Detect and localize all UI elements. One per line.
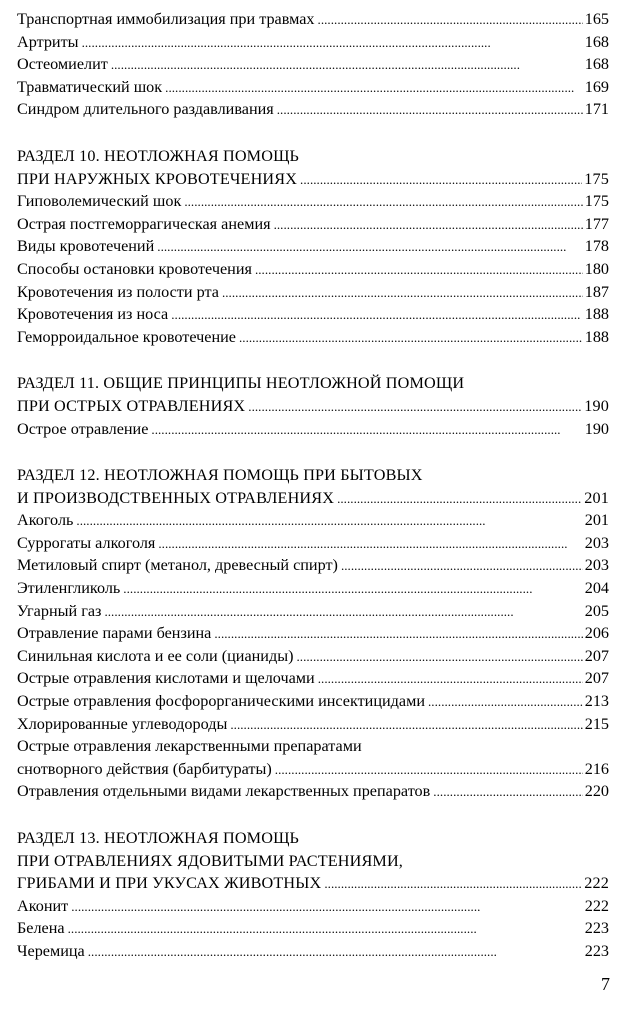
toc-entry-title: Геморроидальное кровотечение <box>17 327 236 346</box>
page-number: 7 <box>601 974 610 994</box>
section-heading-title: ПРИ НАРУЖНЫХ КРОВОТЕЧЕНИЯХ <box>17 169 298 188</box>
section-heading-page: 190 <box>584 396 609 415</box>
toc-entry-title: Виды кровотечений <box>17 237 155 256</box>
toc-entry <box>17 8 609 31</box>
section-heading-line: РАЗДЕЛ 13. НЕОТЛОЖНАЯ ПОМОЩЬ <box>17 829 299 847</box>
section-heading-line: РАЗДЕЛ 12. НЕОТЛОЖНАЯ ПОМОЩЬ ПРИ БЫТОВЫХ <box>17 466 423 485</box>
dot-leader <box>184 191 582 214</box>
toc-entry <box>17 281 609 304</box>
toc-entry-title: Гиповолемический шок <box>17 192 182 211</box>
toc-entry-page: 220 <box>584 782 609 801</box>
dot-leader <box>324 873 582 896</box>
dot-leader <box>111 54 583 77</box>
toc-entry-page: 177 <box>584 214 609 233</box>
dot-leader <box>214 623 582 646</box>
dot-leader <box>277 99 583 122</box>
dot-leader <box>248 396 582 419</box>
dot-leader <box>165 77 583 100</box>
toc-entry-page: 188 <box>584 327 609 346</box>
toc-entry-page: 213 <box>584 692 609 711</box>
toc-entry-title: Артриты <box>17 32 79 51</box>
dot-leader <box>123 578 582 601</box>
toc-entry-page: 216 <box>584 759 609 778</box>
toc-section-12 <box>17 464 609 803</box>
toc-entry-title: Острые отравления фосфорорганическими инсектицидами <box>17 692 425 711</box>
toc-entry <box>17 213 609 236</box>
toc-entry <box>17 53 609 76</box>
toc-entry-title: Синдром длительного раздавливания <box>17 100 274 119</box>
dot-leader <box>230 714 582 737</box>
toc-entry-title: Синильная кислота и ее соли (цианиды) <box>17 646 294 665</box>
section-heading-entry <box>17 168 609 191</box>
toc-entry <box>17 758 609 781</box>
toc-entry <box>17 895 609 918</box>
toc-entry-page: 201 <box>584 511 609 530</box>
toc-entry <box>17 645 609 668</box>
dot-leader <box>433 781 582 804</box>
dot-leader <box>318 9 583 32</box>
toc-entry <box>17 235 609 258</box>
toc-entry-page: 168 <box>584 32 609 51</box>
toc-entry-page: 171 <box>584 100 609 119</box>
toc-entry-page: 168 <box>584 55 609 74</box>
dot-leader <box>341 555 583 578</box>
toc-entry-title: Отравления отдельными видами лекарственных препаратов <box>17 782 431 801</box>
toc-entry-page: 205 <box>584 601 609 620</box>
toc-entry-page: 206 <box>584 624 609 643</box>
toc-entry-title: Острое отравление <box>17 419 149 438</box>
toc-entry-page: 222 <box>584 896 609 915</box>
section-heading-title: ГРИБАМИ И ПРИ УКУСАХ ЖИВОТНЫХ <box>17 874 322 893</box>
toc-entry-title: Суррогаты алкоголя <box>17 533 156 552</box>
section-heading-title: ПРИ ОСТРЫХ ОТРАВЛЕНИЯХ <box>17 396 246 415</box>
dot-leader <box>76 510 582 533</box>
dot-leader <box>88 941 583 964</box>
section-heading-page: 201 <box>584 488 609 507</box>
toc-entry <box>17 622 609 645</box>
toc-entry <box>17 532 609 555</box>
toc-entry-page: 187 <box>584 282 609 301</box>
toc-entry <box>17 190 609 213</box>
toc-entry-page: 207 <box>584 669 609 688</box>
dot-leader <box>71 896 582 919</box>
dot-leader <box>318 668 583 691</box>
toc-entry-page: 165 <box>584 10 609 28</box>
toc-entry-title: снотворного действия (барбитураты) <box>17 759 272 778</box>
section-heading-page: 222 <box>584 874 609 893</box>
section-heading-entry <box>17 395 609 418</box>
dot-leader <box>255 259 583 282</box>
toc-entry-page: 175 <box>584 192 609 211</box>
dot-leader <box>296 646 582 669</box>
dot-leader <box>274 214 583 237</box>
toc-entry <box>17 303 609 326</box>
toc-entry <box>17 600 609 623</box>
toc-section-11 <box>17 372 609 440</box>
dot-leader <box>171 304 582 327</box>
toc-entry-page: 204 <box>584 579 609 598</box>
toc-entry-title: Острые отравления кислотами и щелочами <box>17 669 315 688</box>
toc-entry-page: 203 <box>584 533 609 552</box>
toc-entry-title-line: Острые отравления лекарственными препаратами <box>17 737 362 756</box>
toc-entry <box>17 577 609 600</box>
toc-entry <box>17 917 609 940</box>
toc-entry <box>17 554 609 577</box>
section-heading-line: РАЗДЕЛ 11. ОБЩИЕ ПРИНЦИПЫ НЕОТЛОЖНОЙ ПОМОЩИ <box>17 374 465 393</box>
toc-entry-title: Транспортная иммобилизация при травмах <box>17 10 315 28</box>
dot-leader <box>151 419 582 442</box>
dot-leader <box>300 169 582 192</box>
toc-entry-page: 223 <box>584 941 609 960</box>
toc-entry-page: 190 <box>584 419 609 438</box>
toc-entry-page: 215 <box>584 714 609 733</box>
toc-entry-title: Острая постгеморрагическая анемия <box>17 214 271 233</box>
toc-entry-title: Акоголь <box>17 511 74 530</box>
toc-section-13 <box>17 827 609 963</box>
toc-entry-page: 203 <box>584 556 609 575</box>
toc-entry-title: Кровотечения из носа <box>17 305 169 324</box>
toc-entry <box>17 258 609 281</box>
dot-leader <box>275 759 583 782</box>
dot-leader <box>337 488 582 511</box>
toc-entry-title: Способы остановки кровотечения <box>17 259 252 278</box>
toc-entry <box>17 418 609 441</box>
toc-entry <box>17 713 609 736</box>
toc-entry-page: 178 <box>584 237 609 256</box>
toc-entry-title: Метиловый спирт (метанол, древесный спирт) <box>17 556 338 575</box>
toc-entry <box>17 940 609 963</box>
toc-entry <box>17 667 609 690</box>
toc-section-10 <box>17 145 609 348</box>
toc-entry-title: Остеомиелит <box>17 55 108 74</box>
toc-entry-page: 169 <box>584 77 609 96</box>
dot-leader <box>82 32 583 55</box>
toc-entry-title: Отравление парами бензина <box>17 624 212 643</box>
toc-entry-page: 207 <box>584 646 609 665</box>
section-heading-title: И ПРОИЗВОДСТВЕННЫХ ОТРАВЛЕНИЯХ <box>17 488 335 507</box>
toc-entry <box>17 690 609 713</box>
toc-entry <box>17 326 609 349</box>
toc-entry-title: Черемица <box>17 941 85 960</box>
toc-entry-title: Хлорированные углеводороды <box>17 714 228 733</box>
toc-entry-title: Травматический шок <box>17 77 163 96</box>
toc-entry-page: 180 <box>584 259 609 278</box>
toc-entry <box>17 98 609 121</box>
toc-entry <box>17 31 609 54</box>
dot-leader <box>157 236 582 259</box>
dot-leader <box>104 601 582 624</box>
toc-entry-title: Угарный газ <box>17 601 102 620</box>
section-heading-line: ПРИ ОТРАВЛЕНИЯХ ЯДОВИТЫМИ РАСТЕНИЯМИ, <box>17 851 403 870</box>
toc-group <box>17 8 609 121</box>
toc-entry-page: 188 <box>584 305 609 324</box>
section-heading-line: РАЗДЕЛ 10. НЕОТЛОЖНАЯ ПОМОЩЬ <box>17 146 299 165</box>
toc-entry-title: Белена <box>17 919 65 938</box>
toc-entry <box>17 780 609 803</box>
dot-leader <box>68 918 583 941</box>
section-heading-page: 175 <box>584 169 609 188</box>
dot-leader <box>158 533 582 556</box>
toc-entry-title: Кровотечения из полости рта <box>17 282 219 301</box>
dot-leader <box>428 691 583 714</box>
toc-entry <box>17 509 609 532</box>
dot-leader <box>222 282 583 305</box>
table-of-contents <box>17 8 609 963</box>
toc-entry-page: 223 <box>584 919 609 938</box>
toc-entry <box>17 76 609 99</box>
section-heading-entry <box>17 872 609 895</box>
dot-leader <box>239 327 583 350</box>
toc-entry-title: Этиленгликоль <box>17 579 121 598</box>
toc-entry-title: Аконит <box>17 896 69 915</box>
section-heading-entry <box>17 487 609 510</box>
